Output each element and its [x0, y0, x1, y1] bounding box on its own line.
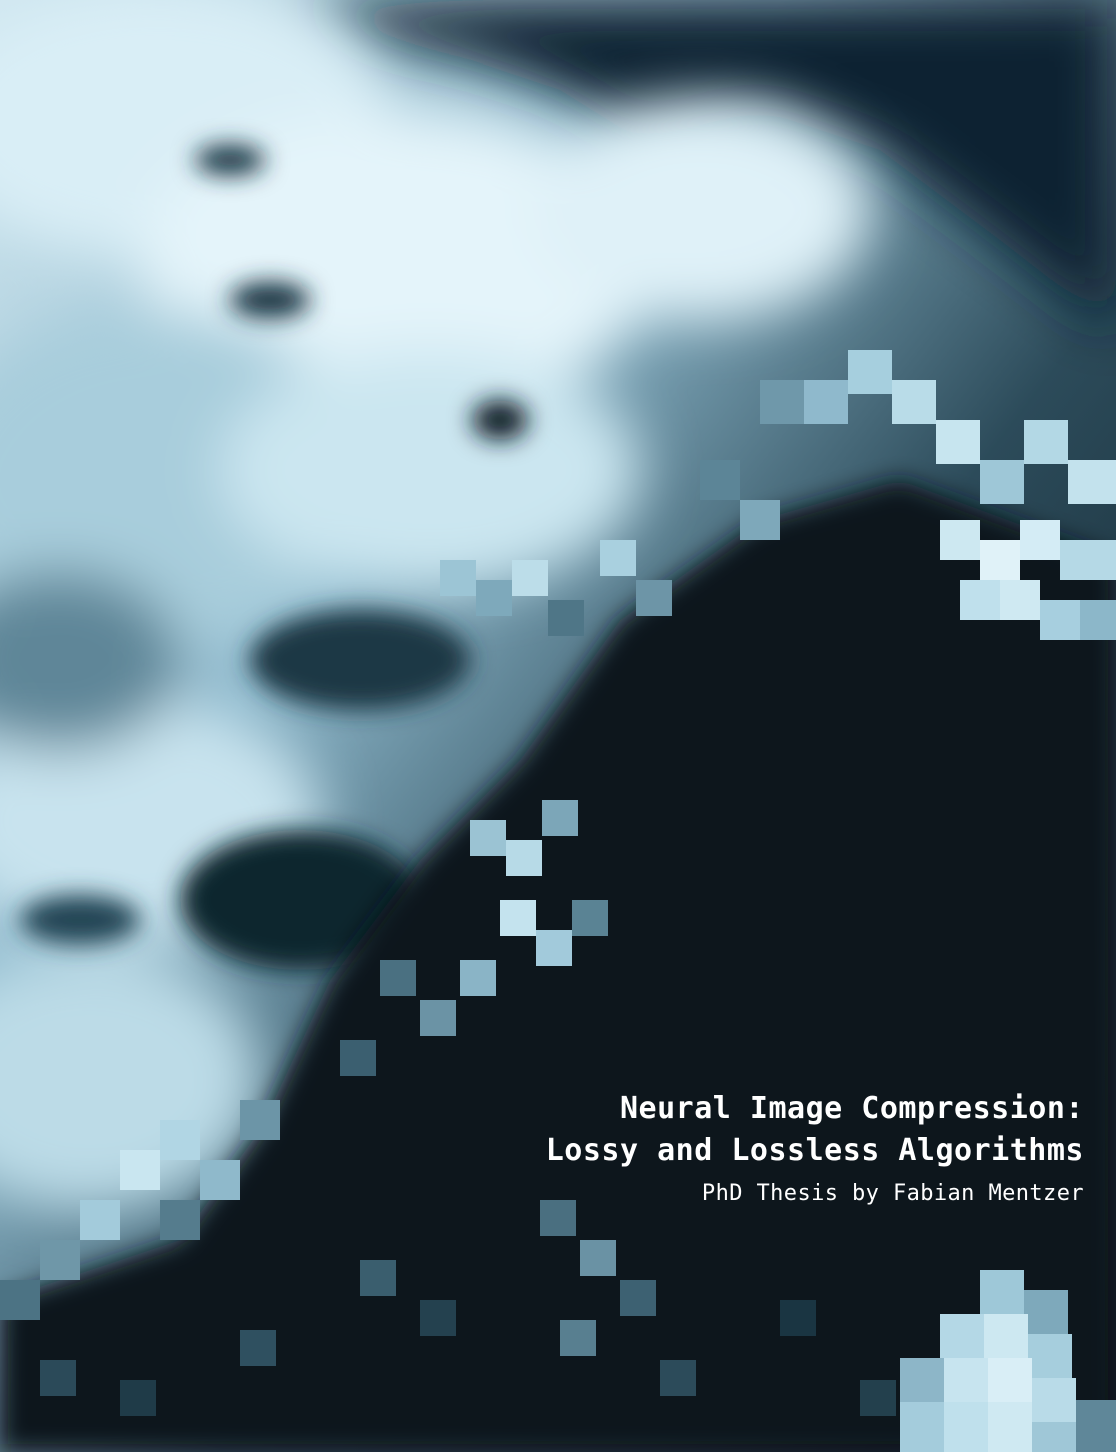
cover-title-block [546, 1088, 1084, 1210]
cover-title-line-1: Neural Image Compression: [619, 1091, 1084, 1126]
cover-title-line-2: Lossy and Lossless Algorithms [545, 1133, 1084, 1168]
cover-subtitle: PhD Thesis by Fabian Mentzer [701, 1181, 1084, 1206]
